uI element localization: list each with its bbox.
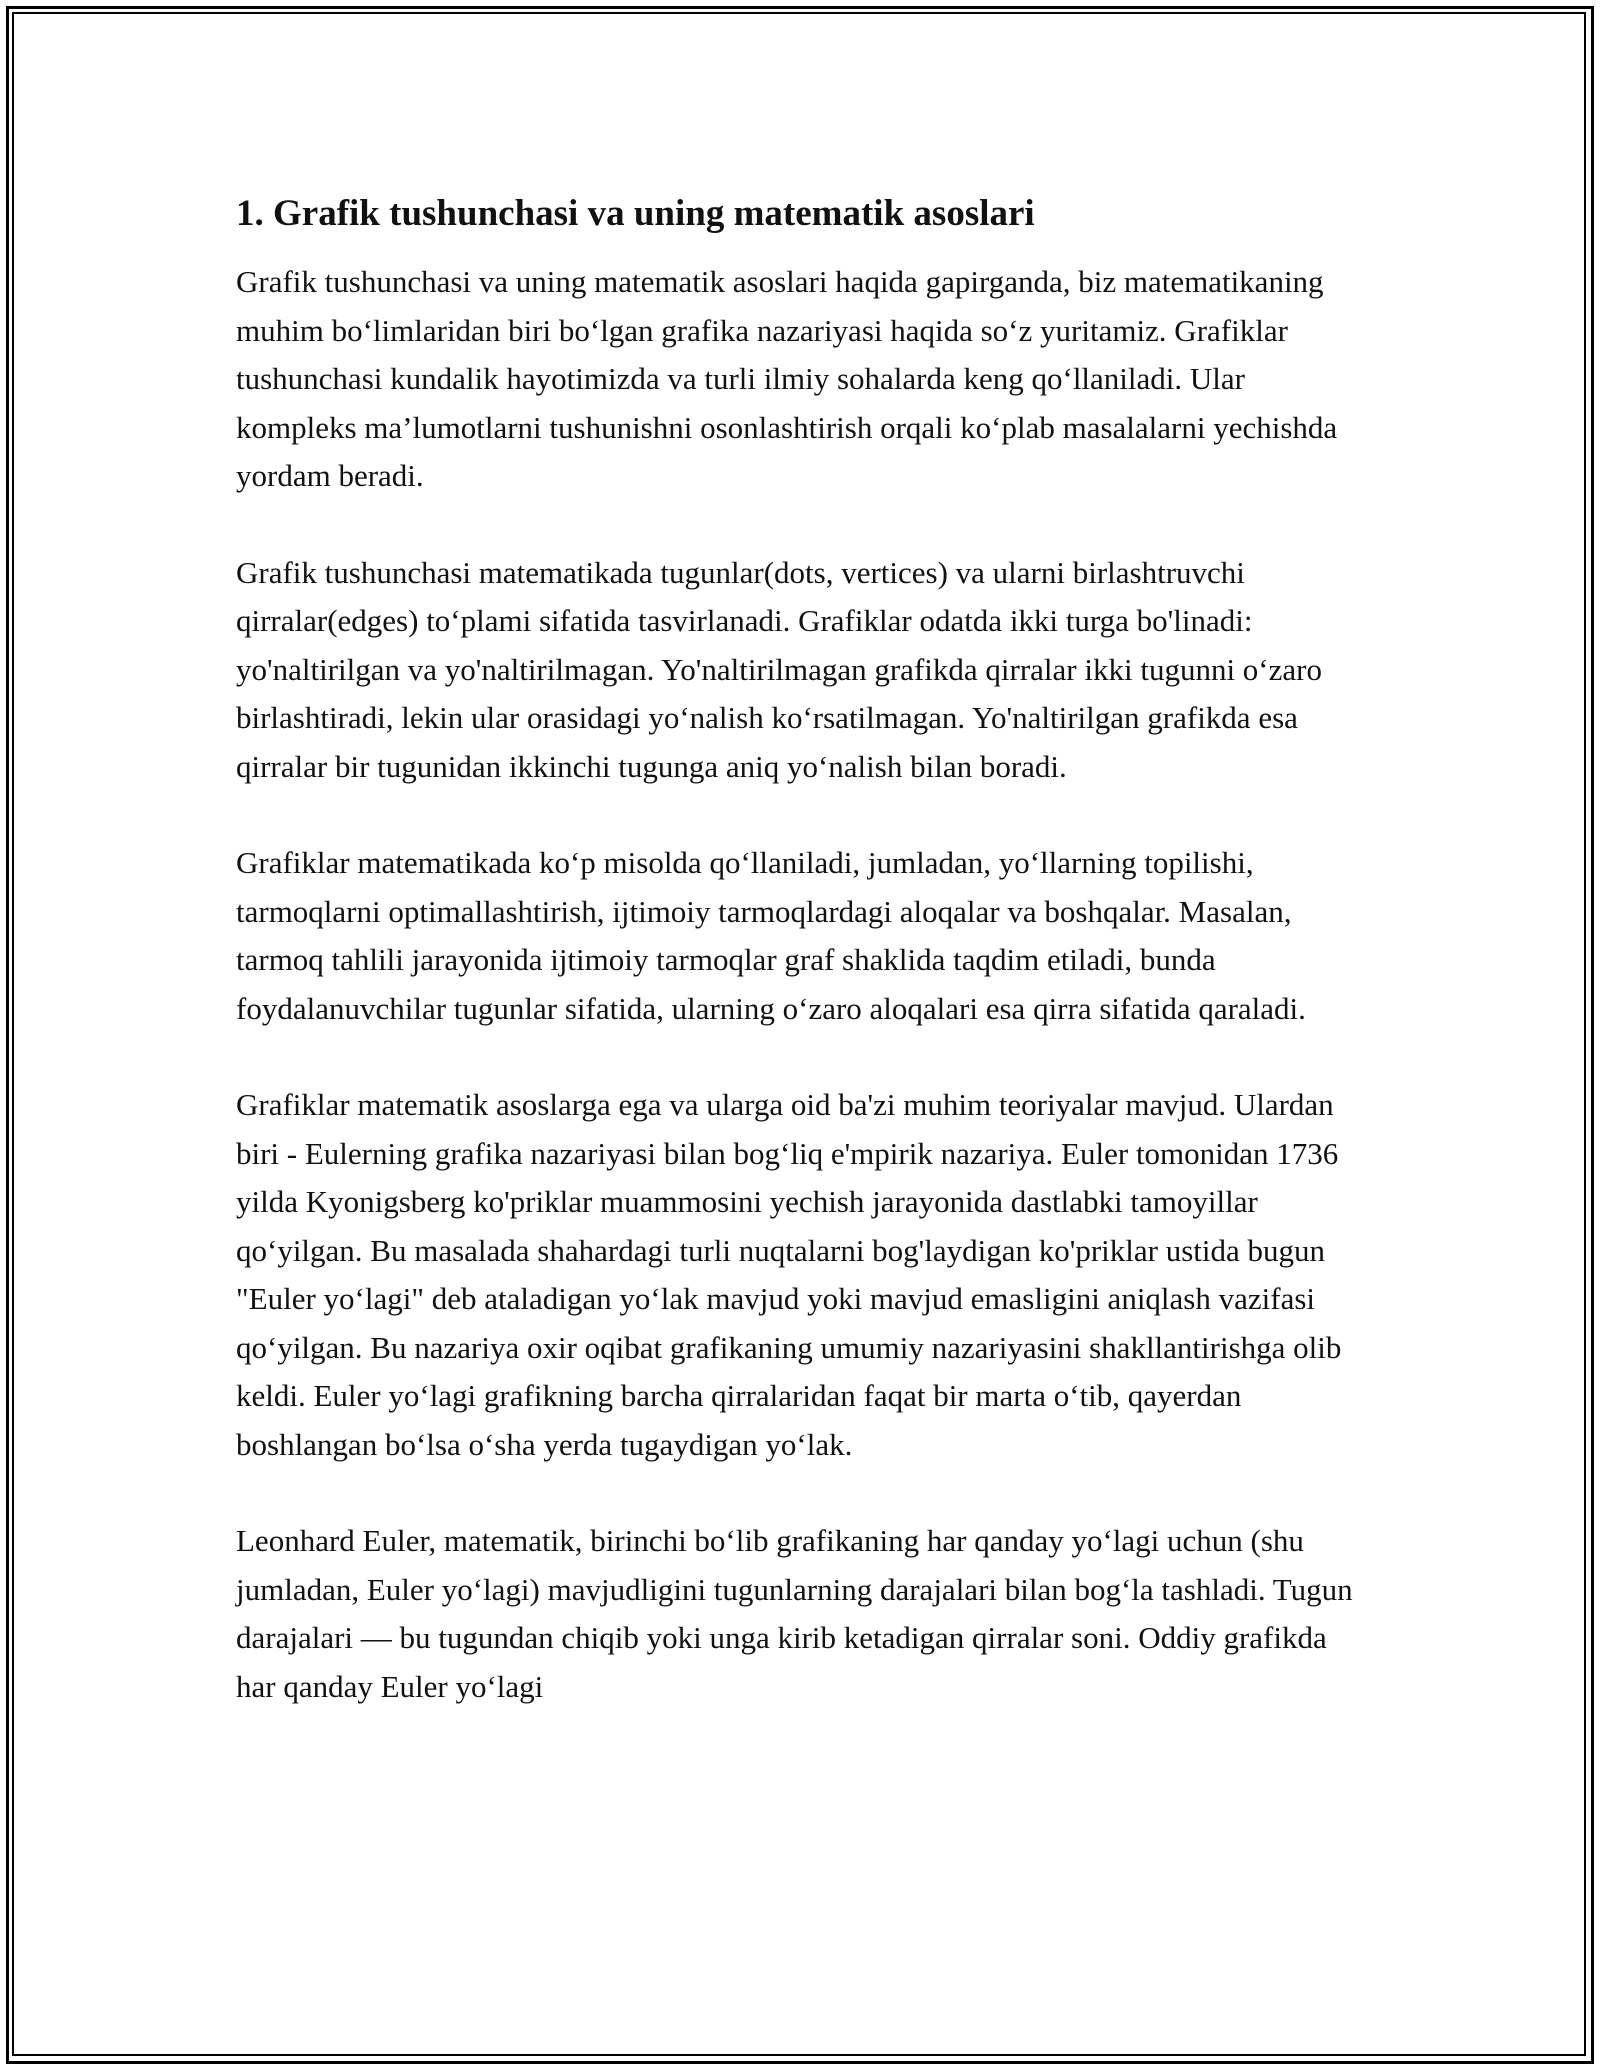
paragraph-4: Grafiklar matematik asoslarga ega va ularga oid ba'zi muhim teoriyalar mavjud. Ulardan biri - Eulerning grafika nazariyasi bilan bog‘liq e'mpirik nazariya. Euler tomonidan 1736 yilda Kyonigsberg ko'priklar muammosini yechish jarayonida dastlabki tamoyillar qo‘yilgan. Bu masalada shahardagi turli nuqtalarni bog'laydigan ko'priklar ustida bugun "Euler yo‘lagi" deb ataladigan yo‘lak mavjud yoki mavjud emasligini aniqlash vazifasi qo‘yilgan. Bu nazariya oxir oqibat grafikaning umumiy nazariyasini shakllantirishga olib keldi. Euler yo‘lagi grafikning barcha qirralaridan faqat bir marta o‘tib, qayerdan boshlangan bo‘lsa o‘sha yerda tugaydigan yo‘lak. [236, 1087, 1342, 1462]
paragraph-3: Grafiklar matematikada ko‘p misolda qo‘llaniladi, jumladan, yo‘llarning topilishi, tarmoqlarni optimallashtirish, ijtimoiy tarmoqlardagi aloqalar va boshqalar. Masalan, tarmoq tahlili jarayonida ijtimoiy tarmoqlar graf shaklida taqdim etiladi, bunda foydalanuvchilar tugunlar sifatida, ularning o‘zaro aloqalari esa qirra sifatida qaraladi. [236, 845, 1306, 1026]
paragraph-2: Grafik tushunchasi matematikada tugunlar(dots, vertices) va ularni birlashtruvchi qirralar(edges) to‘plami sifatida tasvirlanadi. Grafiklar odatda ikki turga bo'linadi: yo'naltirilgan va yo'naltirilmagan. Yo'naltirilmagan grafikda qirralar ikki tugunni o‘zaro birlashtiradi, lekin ular orasidagi yo‘nalish ko‘rsatilmagan. Yo'naltirilgan grafikda esa qirralar bir tugunidan ikkinchi tugunga aniq yo‘nalish bilan boradi. [236, 554, 1322, 784]
document-body [236, 188, 1366, 1759]
paragraph-1: Grafik tushunchasi va uning matematik asoslari haqida gapirganda, biz matematikaning muhim bo‘limlaridan biri bo‘lgan grafika nazariyasi haqida so‘z yuritamiz. Grafiklar tushunchasi kundalik hayotimizda va turli ilmiy sohalarda keng qo‘llaniladi. Ular kompleks ma’lumotlarni tushunishni osonlashtirish orqali ko‘plab masalalarni yechishda yordam beradi. [236, 264, 1338, 493]
paragraph-5: Leonhard Euler, matematik, birinchi bo‘lib grafikaning har qanday yo‘lagi uchun (shu jumladan, Euler yo‘lagi) mavjudligini tugunlarning darajalari bilan bog‘la tashladi. Tugun darajalari — bu tugundan chiqib yoki unga kirib ketadigan qirralar soni. Oddiy grafikda har qanday Euler yo‘lagi [236, 1523, 1353, 1704]
section-heading: 1. Grafik tushunchasi va uning matematik asoslari [236, 193, 1035, 234]
